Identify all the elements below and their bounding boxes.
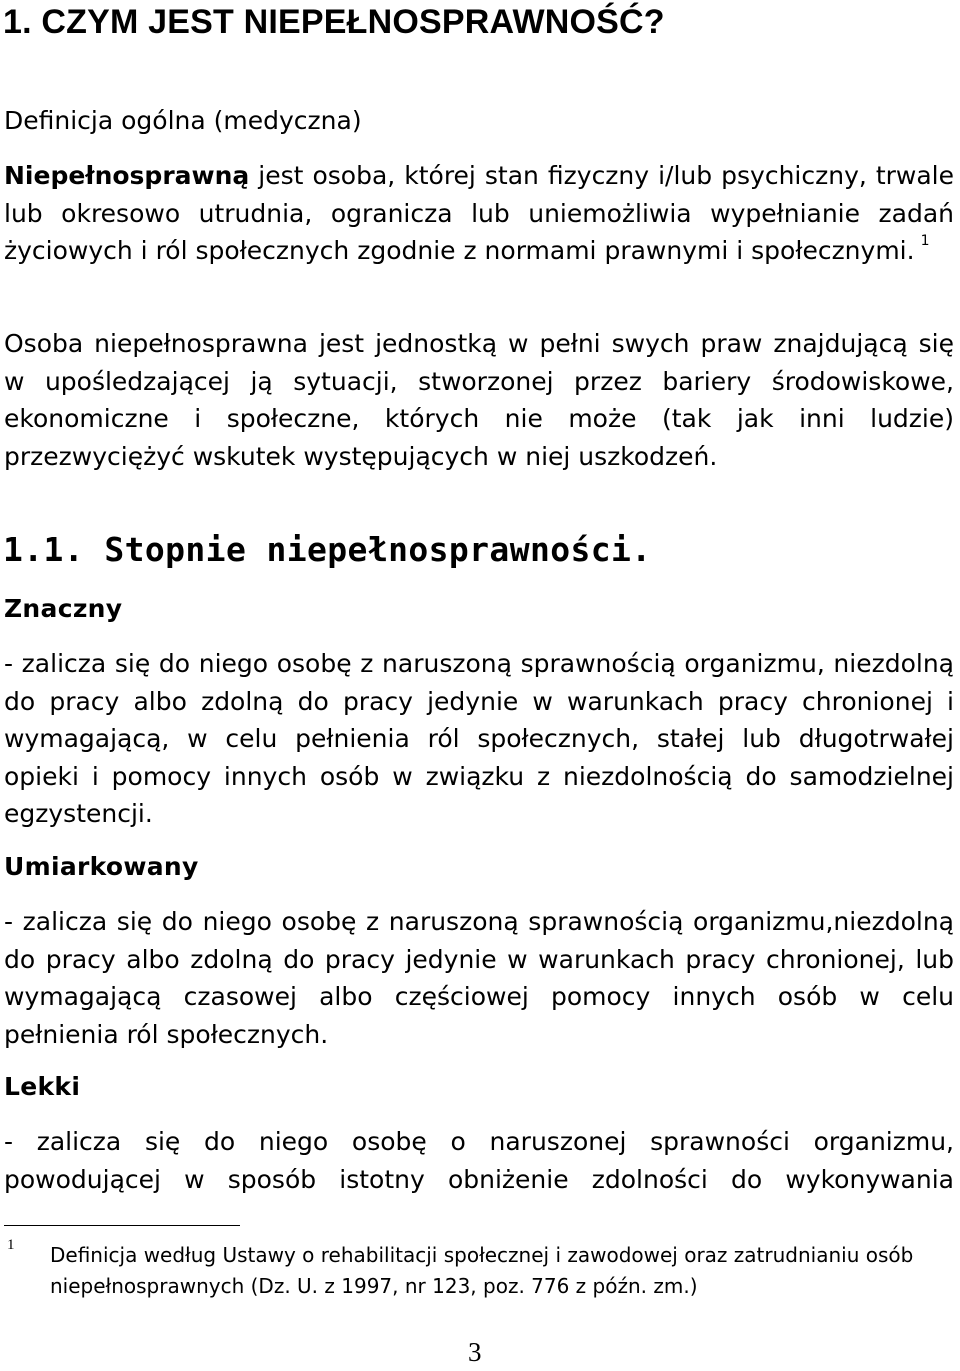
definition-lead-term: Niepełnosprawną xyxy=(4,161,250,190)
degree-label-mild: Lekki xyxy=(4,1072,81,1101)
footnote-reference[interactable]: 1 xyxy=(920,233,930,249)
footnote-text: Definicja według Ustawy o rehabilitacji społecznej i zawodowej oraz zatrudnianiu osób niepełnosprawnych (Dz. U. z 1997, nr 123, poz. 776 z późn. zm.) xyxy=(50,1243,914,1298)
page-number: 3 xyxy=(468,1337,482,1367)
footnote-separator xyxy=(4,1225,240,1226)
person-definition-paragraph: Osoba niepełnosprawna jest jednostką w pełni swych praw znajdującą się w upośledzającej ją sytuacji, stworzonej przez bariery środowiskowe, ekonomiczne i społeczne, których nie może (tak jak inni ludzie) przezwyciężyć wskutek występujących w niej uszkodzeń. xyxy=(4,329,954,471)
footnote-mark: 1 xyxy=(7,1237,15,1253)
section-title: 1.1. Stopnie niepełnosprawności. xyxy=(3,530,652,569)
chapter-title: 1. CZYM JEST NIEPEŁNOSPRAWNOŚĆ? xyxy=(3,3,665,41)
degree-label-significant: Znaczny xyxy=(4,594,123,623)
degree-text-significant: - zalicza się do niego osobę z naruszoną sprawnością organizmu, niezdolną do pracy albo zdolną do pracy jedynie w warunkach pracy chronionej i wymagającą, w celu pełnienia ról społecznych, stałej lub długotrwałej opieki i pomocy innych osób w związku z niezdolnością do samodzielnej egzystencji. xyxy=(4,649,954,828)
degree-text-moderate: - zalicza się do niego osobę z naruszoną sprawnością organizmu,niezdolną do pracy albo zdolną do pracy jedynie w warunkach pracy chronionej, lub wymagającą czasowej albo częściowej pomocy innych osób w celu pełnienia ról społecznych. xyxy=(4,907,954,1049)
definition-paragraph xyxy=(4,157,954,270)
definition-text: jest osoba, której stan fizyczny i/lub psychiczny, trwale lub okresowo utrudnia, ogranicza lub uniemożliwia wypełnianie zadań życiowych i ról społecznych zgodnie z normami prawnymi i społecznymi. xyxy=(4,161,954,265)
definition-heading: Definicja ogólna (medyczna) xyxy=(4,106,362,135)
degree-label-moderate: Umiarkowany xyxy=(4,852,199,881)
degree-text-mild: - zalicza się do niego osobę o naruszonej sprawności organizmu, powodującej w sposób istotny obniżenie zdolności do wykonywania xyxy=(4,1127,954,1194)
